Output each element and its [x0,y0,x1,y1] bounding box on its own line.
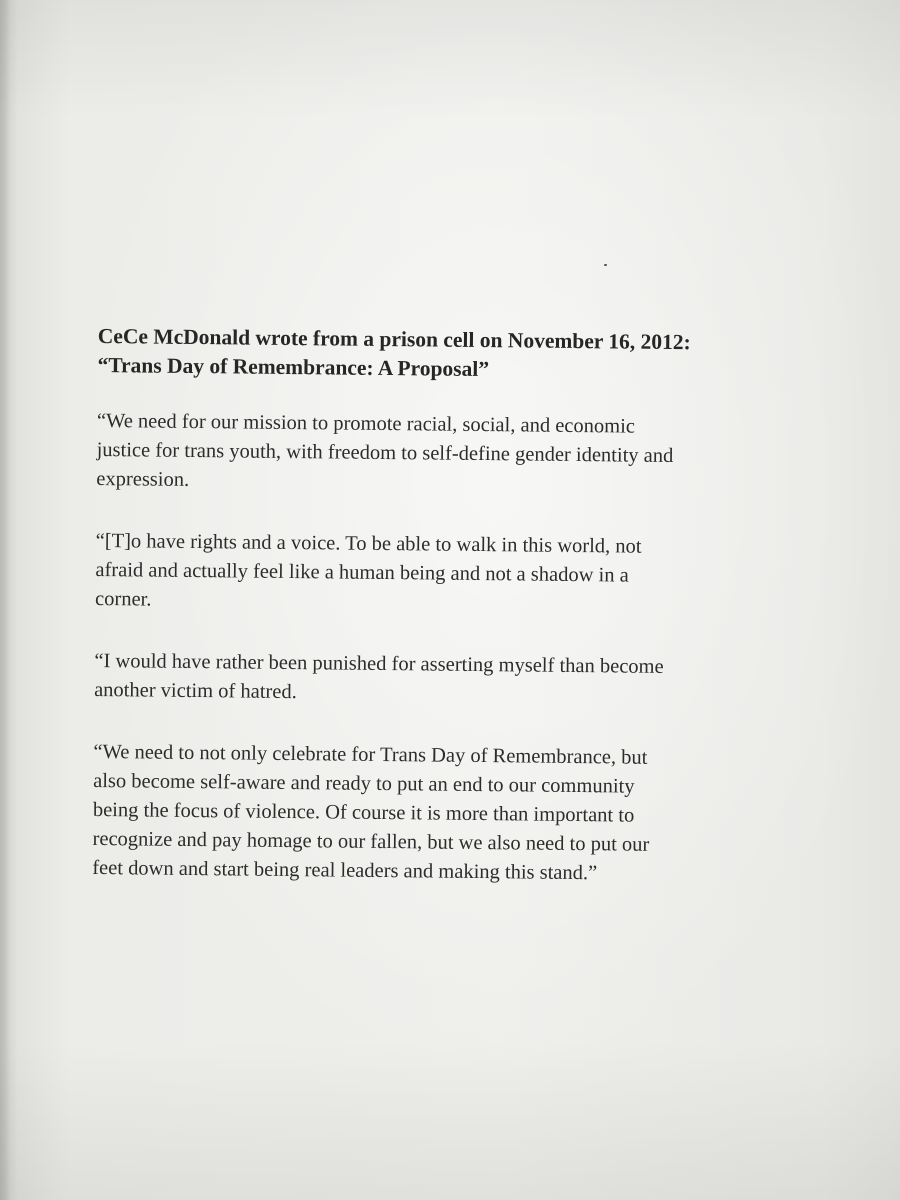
paragraph-line: “We need to not only celebrate for Trans Day of Remembrance, but [93,740,648,769]
document-body [92,322,838,924]
heading-line-2: “Trans Day of Remembrance: A Proposal” [97,352,490,382]
paragraph-line: recognize and pay homage to our fallen, but we also need to put our [92,827,650,856]
paragraph-line: “[T]o have rights and a voice. To be able to walk in this world, not [95,529,642,558]
quote-paragraph-1 [96,407,837,502]
page-shadow-bottom [0,1040,900,1200]
document-heading [97,322,838,388]
paragraph-line: “We need for our mission to promote racial, social, and economic [96,409,636,438]
paragraph-line: also become self-aware and ready to put an end to our community [93,769,635,798]
paragraph-line: justice for trans youth, with freedom to self-define gender identity and [96,438,674,468]
quote-paragraph-2 [95,527,836,622]
page-left-edge [0,0,10,1200]
paragraph-line: corner. [94,587,152,611]
ink-speck [604,264,607,266]
paragraph-line: being the focus of violence. Of course it is more than important to [92,798,635,827]
paragraph-line: expression. [96,467,190,491]
heading-line-1: CeCe McDonald wrote from a prison cell on November 16, 2012: [97,323,691,355]
paragraph-line: another victim of hatred. [94,678,297,704]
quote-paragraph-3 [94,647,835,713]
paragraph-line: afraid and actually feel like a human being and not a shadow in a [95,558,629,587]
paragraph-line: “I would have rather been punished for asserting myself than become [94,649,664,678]
paragraph-line: feet down and start being real leaders and making this stand.” [92,856,598,885]
page-shadow-top [0,0,900,120]
quote-paragraph-4 [92,738,833,891]
